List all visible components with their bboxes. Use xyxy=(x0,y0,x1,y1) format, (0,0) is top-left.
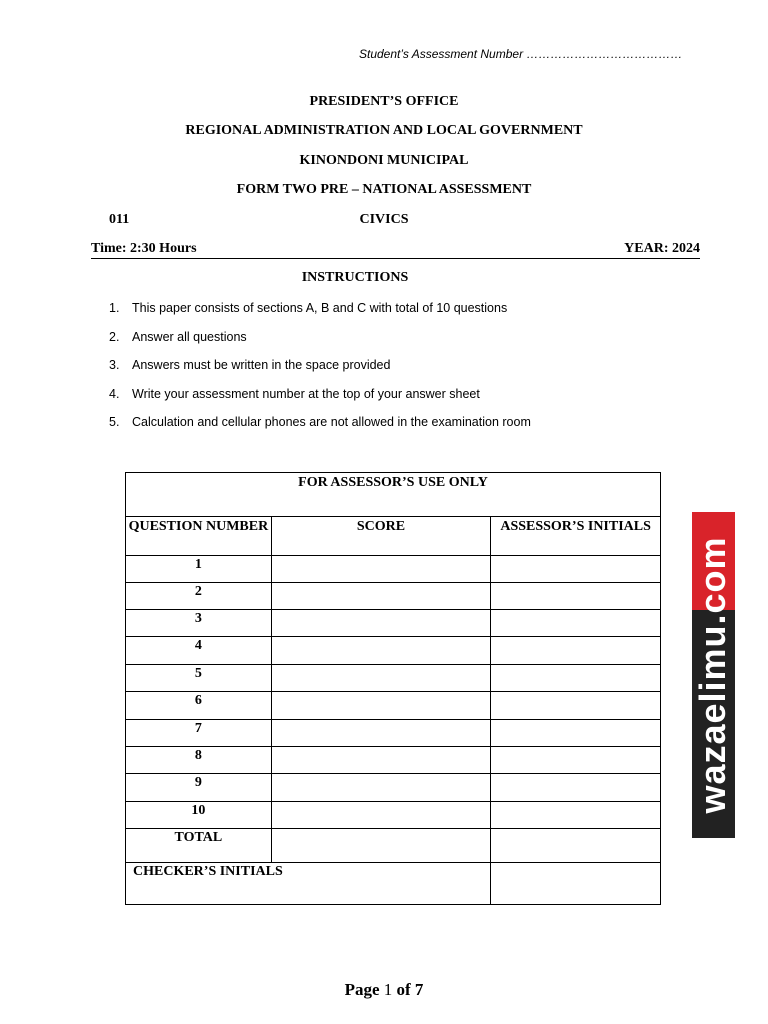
instruction-number: 3. xyxy=(109,358,120,372)
score-cell[interactable] xyxy=(271,774,490,802)
instructions-title: INSTRUCTIONS xyxy=(301,270,409,285)
total-initials-cell[interactable] xyxy=(491,829,661,863)
instruction-number: 5. xyxy=(109,415,120,429)
instruction-number: 2. xyxy=(109,330,120,344)
assessment-heading: FORM TWO PRE – NATIONAL ASSESSMENT xyxy=(236,182,532,197)
page-number xyxy=(0,980,768,1000)
initials-cell[interactable] xyxy=(491,583,661,610)
score-cell[interactable] xyxy=(271,665,490,692)
instruction-item xyxy=(109,387,480,401)
initials-cell[interactable] xyxy=(491,802,661,829)
checker-initials-cell[interactable] xyxy=(491,863,661,905)
subject-title: CIVICS xyxy=(359,212,409,227)
checker-initials-label: CHECKER’S INITIALS xyxy=(126,863,491,905)
initials-cell[interactable] xyxy=(491,665,661,692)
instruction-item xyxy=(109,415,531,429)
question-number-cell: 10 xyxy=(126,802,272,829)
score-cell[interactable] xyxy=(271,637,490,665)
instruction-text: This paper consists of sections A, B and C with total of 10 questions xyxy=(132,301,508,315)
question-number-cell: 7 xyxy=(126,720,272,747)
score-cell[interactable] xyxy=(271,583,490,610)
question-number-cell: 8 xyxy=(126,747,272,774)
question-number-cell: 2 xyxy=(126,583,272,610)
page-word: Page xyxy=(344,980,380,999)
instruction-text: Answer all questions xyxy=(132,330,247,344)
time-allowed: Time: 2:30 Hours xyxy=(91,241,197,256)
instruction-number: 1. xyxy=(109,301,120,315)
instruction-text: Write your assessment number at the top of your answer sheet xyxy=(132,387,480,401)
ministry-heading: REGIONAL ADMINISTRATION AND LOCAL GOVERNMENT xyxy=(185,123,583,138)
page-of: of xyxy=(396,980,411,999)
subject-code: 011 xyxy=(109,212,130,227)
initials-cell[interactable] xyxy=(491,692,661,720)
question-number-cell: 3 xyxy=(126,610,272,637)
column-header-assessor-initials: ASSESSOR’S INITIALS xyxy=(491,517,661,556)
watermark-text: wazaelimu.com xyxy=(692,536,733,814)
score-cell[interactable] xyxy=(271,610,490,637)
question-number-cell: 1 xyxy=(126,556,272,583)
score-cell[interactable] xyxy=(271,747,490,774)
initials-cell[interactable] xyxy=(491,747,661,774)
score-cell[interactable] xyxy=(271,720,490,747)
instruction-text: Answers must be written in the space provided xyxy=(132,358,391,372)
student-assessment-number-line: Student’s Assessment Number ………………………………… xyxy=(359,47,683,61)
total-score-cell[interactable] xyxy=(271,829,490,863)
initials-cell[interactable] xyxy=(491,556,661,583)
total-label: TOTAL xyxy=(126,829,272,863)
instruction-item xyxy=(109,301,507,315)
question-number-cell: 4 xyxy=(126,637,272,665)
score-cell[interactable] xyxy=(271,556,490,583)
instruction-item xyxy=(109,358,390,372)
initials-cell[interactable] xyxy=(491,610,661,637)
instruction-item xyxy=(109,330,247,344)
office-heading: PRESIDENT’S OFFICE xyxy=(309,94,459,109)
assessor-table xyxy=(125,472,661,905)
initials-cell[interactable] xyxy=(491,637,661,665)
question-number-cell: 9 xyxy=(126,774,272,802)
column-header-question-number: QUESTION NUMBER xyxy=(126,517,272,556)
score-cell[interactable] xyxy=(271,692,490,720)
municipal-heading: KINONDONI MUNICIPAL xyxy=(299,153,469,168)
wazaelimu-watermark xyxy=(692,512,735,838)
assessor-table-title: FOR ASSESSOR’S USE ONLY xyxy=(126,473,661,517)
page-current: 1 xyxy=(383,980,393,999)
question-number-cell: 5 xyxy=(126,665,272,692)
initials-cell[interactable] xyxy=(491,774,661,802)
time-year-row xyxy=(91,241,700,259)
initials-cell[interactable] xyxy=(491,720,661,747)
score-cell[interactable] xyxy=(271,802,490,829)
instruction-number: 4. xyxy=(109,387,120,401)
instruction-text: Calculation and cellular phones are not allowed in the examination room xyxy=(132,415,531,429)
question-number-cell: 6 xyxy=(126,692,272,720)
year: YEAR: 2024 xyxy=(624,241,700,256)
page-total: 7 xyxy=(414,980,424,999)
column-header-score: SCORE xyxy=(271,517,490,556)
